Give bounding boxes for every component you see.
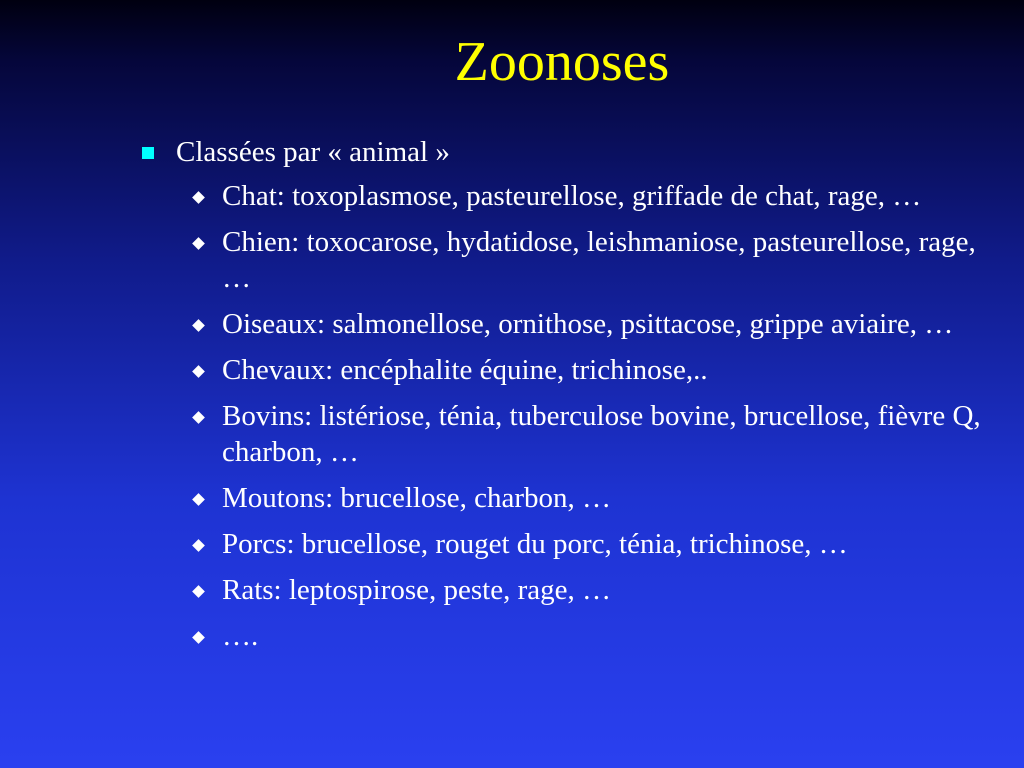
level1-bullet-line [142, 134, 450, 170]
diamond-bullet-icon [192, 539, 205, 552]
list-item-text: Bovins: listériose, ténia, tuberculose bovine, brucellose, fièvre Q, charbon, … [222, 400, 981, 468]
list-item-chevaux [190, 352, 1000, 388]
diamond-bullet-icon [192, 493, 205, 506]
list-item-text: Rats: leptospirose, peste, rage, … [222, 574, 611, 606]
list-item-text: Moutons: brucellose, charbon, … [222, 482, 612, 514]
square-bullet-icon [142, 147, 154, 159]
list-item-rats [190, 572, 1000, 608]
zoonoses-list [190, 178, 1000, 664]
list-item-text: Chien: toxocarose, hydatidose, leishmaniose, pasteurellose, rage, … [222, 226, 976, 294]
list-item-text: Porcs: brucellose, rouget du porc, ténia, trichinose, … [222, 528, 848, 560]
diamond-bullet-icon [192, 191, 205, 204]
list-item-text: Chevaux: encéphalite équine, trichinose,.. [222, 354, 708, 386]
slide-title: Zoonoses [454, 31, 670, 93]
diamond-bullet-icon [192, 365, 205, 378]
diamond-bullet-icon [192, 631, 205, 644]
list-item-text: …. [222, 620, 259, 652]
diamond-bullet-icon [192, 411, 205, 424]
list-item-porcs [190, 526, 1000, 562]
list-item-oiseaux [190, 306, 1000, 342]
list-item-bovins [190, 398, 1000, 470]
list-item-moutons [190, 480, 1000, 516]
list-item-etc [190, 618, 1000, 654]
list-item-text: Chat: toxoplasmose, pasteurellose, griffade de chat, rage, … [222, 180, 922, 212]
level1-heading: Classées par « animal » [176, 136, 450, 168]
list-item-text: Oiseaux: salmonellose, ornithose, psittacose, grippe aviaire, … [222, 308, 954, 340]
diamond-bullet-icon [192, 237, 205, 250]
list-item-chien [190, 224, 1000, 296]
list-item-chat [190, 178, 1000, 214]
diamond-bullet-icon [192, 585, 205, 598]
diamond-bullet-icon [192, 319, 205, 332]
